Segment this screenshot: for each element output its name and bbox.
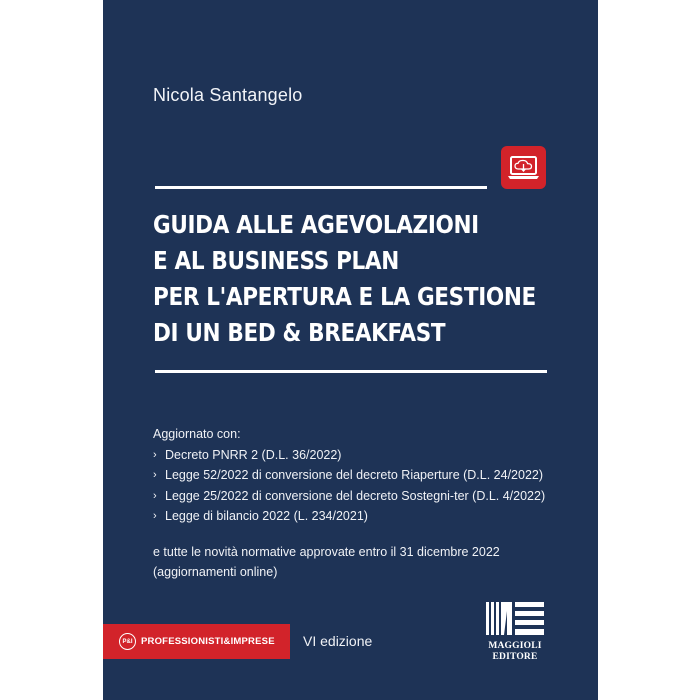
title-line: PER L'APERTURA E LA GESTIONE: [153, 282, 536, 311]
updates-heading: Aggiornato con:: [153, 427, 241, 441]
edition-label: VI edizione: [303, 633, 373, 649]
update-note: [153, 542, 573, 582]
title-divider-top: [155, 186, 487, 189]
list-item: › Legge di bilancio 2022 (L. 234/2021): [153, 506, 593, 527]
maggioli-logo-icon: [483, 599, 547, 639]
title-line: DI UN BED & BREAKFAST: [153, 318, 446, 347]
chevron-right-icon: ›: [153, 510, 157, 522]
list-item: › Decreto PNRR 2 (D.L. 36/2022): [153, 445, 593, 466]
chevron-right-icon: ›: [153, 469, 157, 481]
series-banner: [103, 624, 290, 659]
updates-list: [153, 445, 593, 527]
series-logo-icon: P&I: [119, 633, 136, 650]
book-cover: [103, 0, 598, 700]
title-divider-bottom: [155, 370, 547, 373]
author-name: Nicola Santangelo: [153, 85, 303, 105]
laptop-cloud-download-icon: [501, 146, 546, 189]
updates-section: [153, 424, 593, 527]
publisher-name: MAGGIOLI EDITORE: [488, 641, 542, 662]
list-item: › Legge 25/2022 di conversione del decreto Sostegni-ter (D.L. 4/2022): [153, 486, 593, 507]
publisher-logo: [483, 599, 553, 663]
title-line: E AL BUSINESS PLAN: [153, 246, 399, 275]
note-line: e tutte le novità normative approvate entro il 31 dicembre 2022: [153, 545, 500, 559]
list-item: › Legge 52/2022 di conversione del decreto Riaperture (D.L. 24/2022): [153, 465, 593, 486]
title-line: GUIDA ALLE AGEVOLAZIONI: [153, 210, 479, 239]
note-line: (aggiornamenti online): [153, 565, 278, 579]
chevron-right-icon: ›: [153, 448, 157, 461]
book-title: [153, 207, 540, 351]
chevron-right-icon: ›: [153, 489, 157, 502]
series-name: PROFESSIONISTI&IMPRESE: [141, 636, 275, 647]
